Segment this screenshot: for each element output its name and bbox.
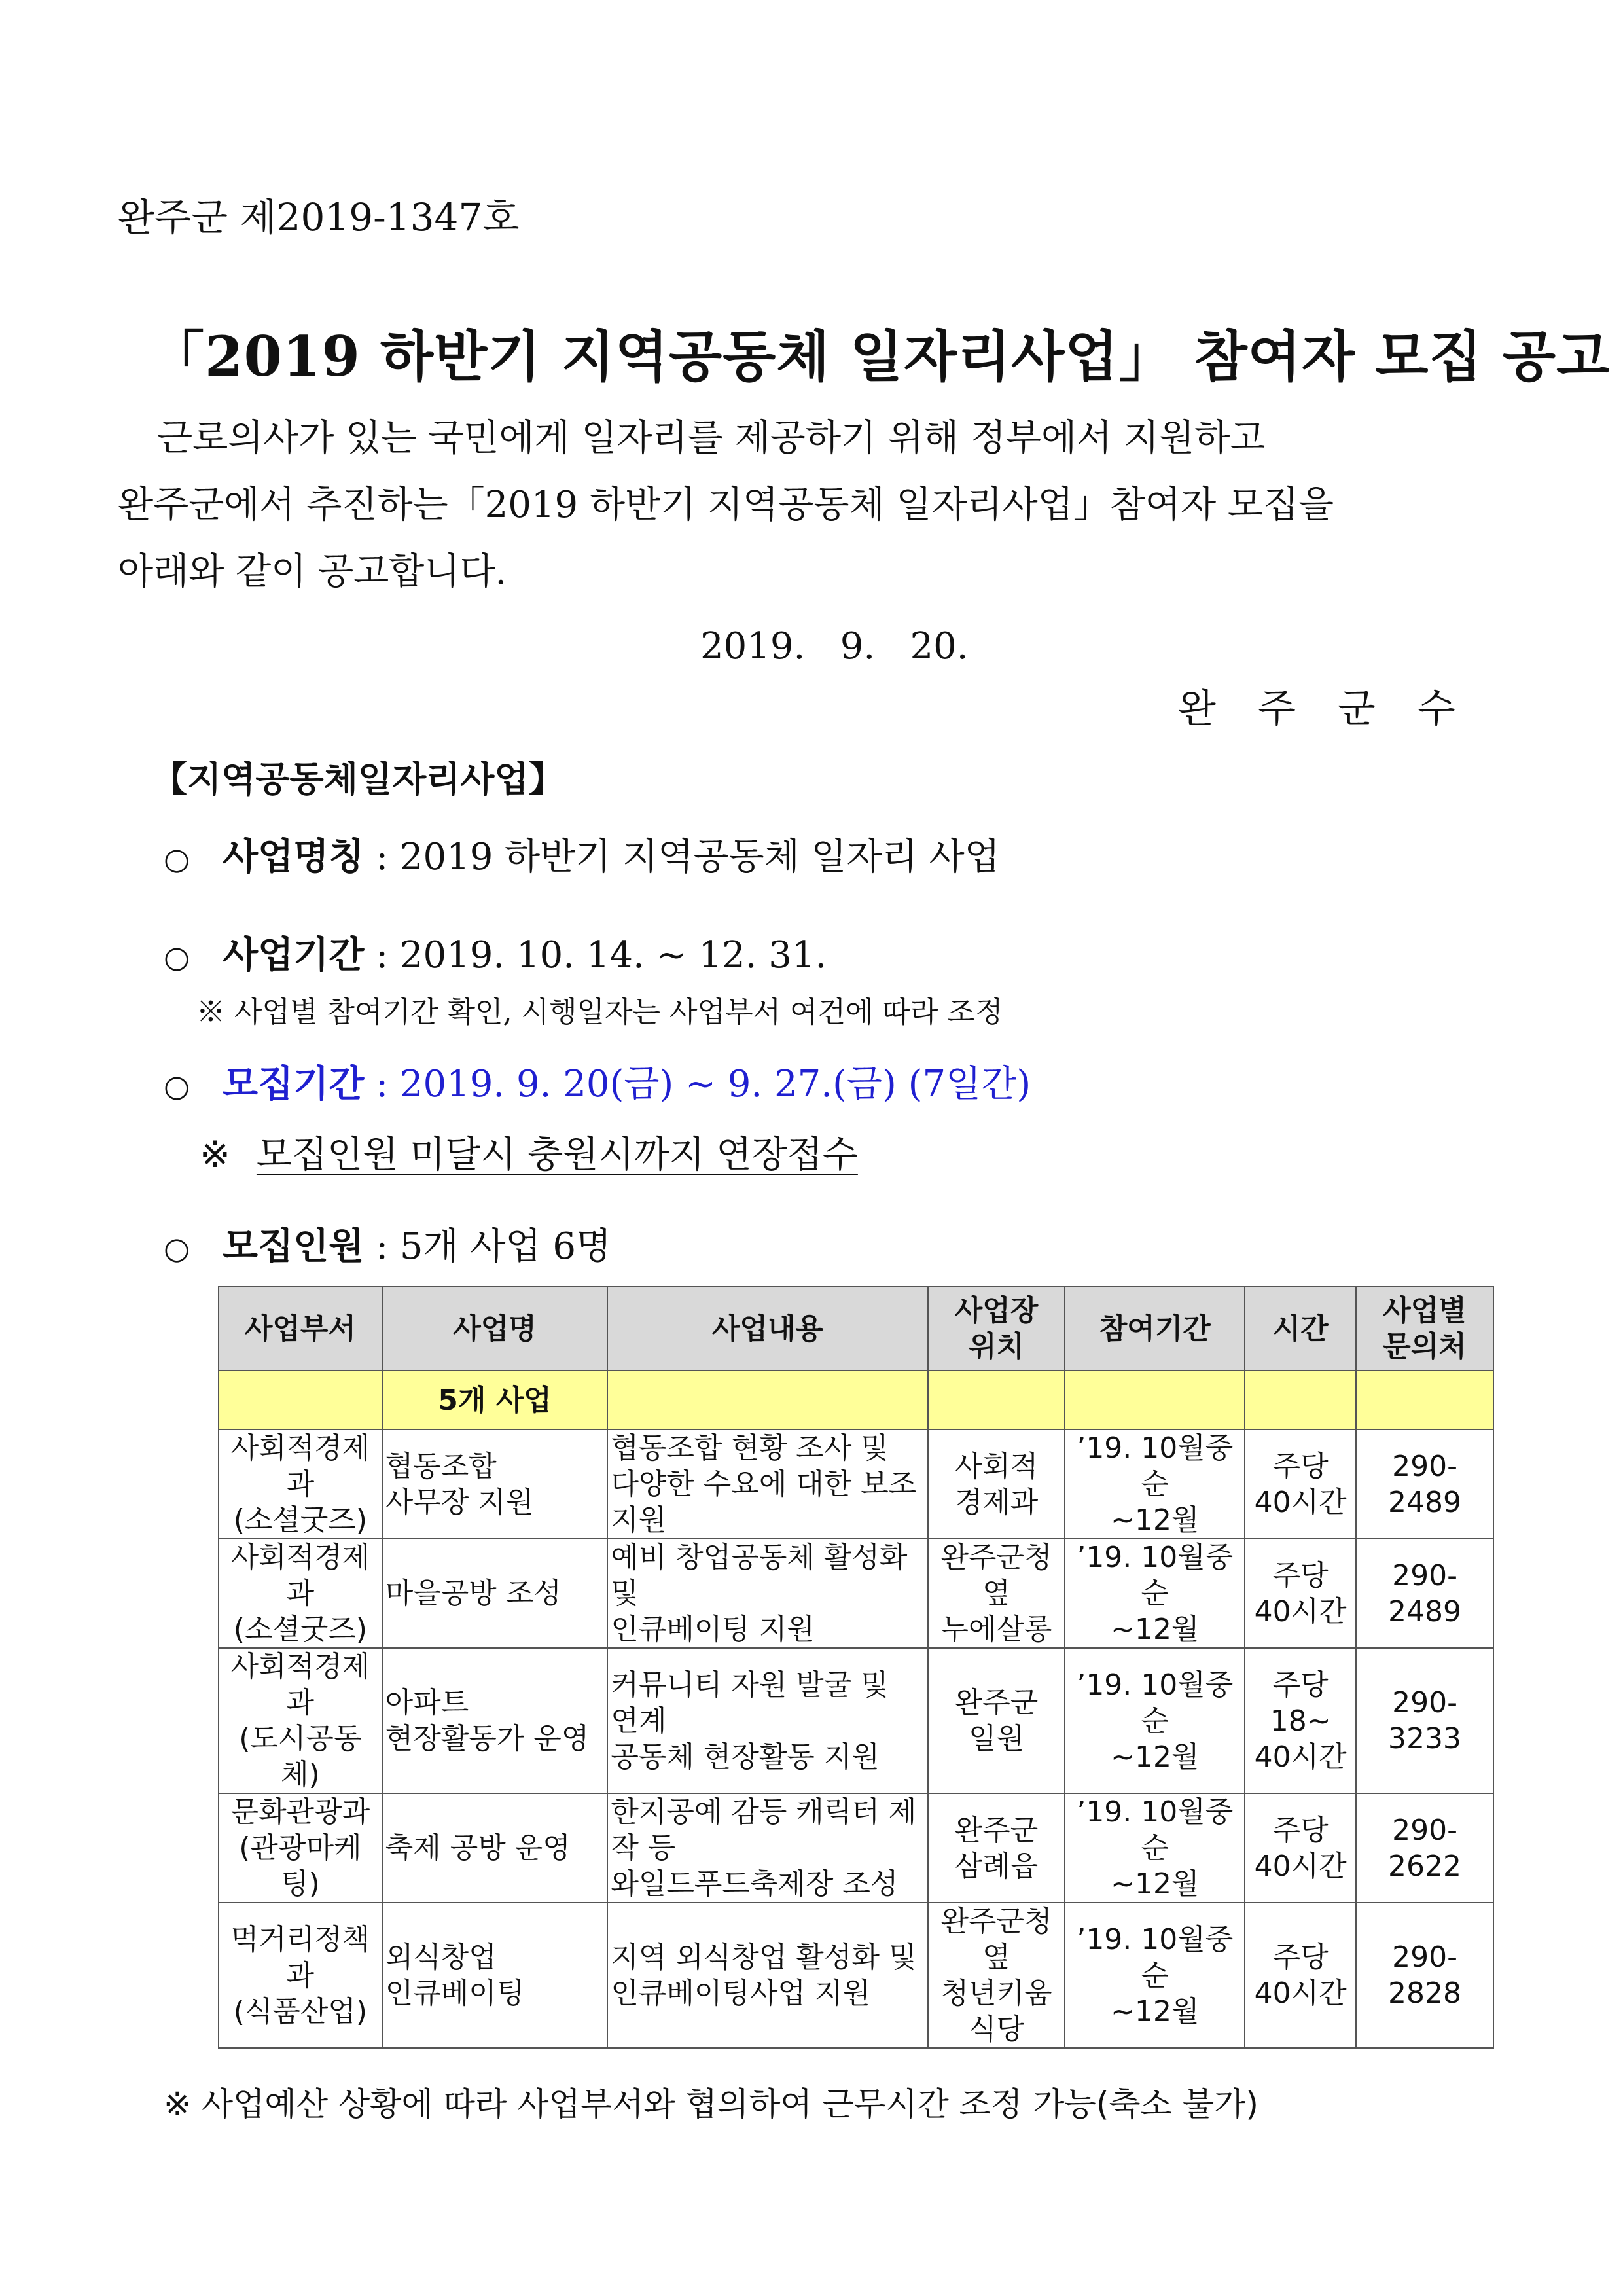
cell-location: 사회적 경제과 (928, 1429, 1065, 1539)
item-project-name (164, 828, 1000, 880)
cell-content: 예비 창업공동체 활성화 및 인큐베이팅 지원 (607, 1539, 927, 1648)
cell-hours: 주당 40시간 (1245, 1793, 1356, 1903)
table-row (219, 1429, 1493, 1539)
item-value: : 2019. 9. 20(금) ~ 9. 27.(금) (7일간) (364, 1063, 1031, 1105)
cell-period: ’19. 10월중순 ~12월 (1065, 1539, 1245, 1648)
intro-line-1: 근로의사가 있는 국민에게 일자리를 제공하기 위해 정부에서 지원하고 (157, 417, 1266, 459)
cell-location: 완주군청 옆 청년키움식당 (928, 1903, 1065, 2048)
item-label: 모집기간 (223, 1063, 365, 1105)
document-number: 완주군 제2019-1347호 (118, 195, 520, 240)
cell-project: 외식창업 인큐베이팅 (382, 1903, 608, 2048)
bullet-icon: ○ (164, 939, 190, 975)
table-row (219, 1648, 1493, 1793)
cell-location: 완주군 삼례읍 (928, 1793, 1065, 1903)
intro-line-3: 아래와 같이 공고합니다. (118, 550, 507, 593)
cell-project: 마을공방 조성 (382, 1539, 608, 1648)
table-header-row (219, 1287, 1493, 1371)
item-headcount (164, 1217, 611, 1270)
cell-dept: 문화관광과 (관광마케팅) (219, 1793, 382, 1903)
cell-location: 완주군청 옆 누에살롱 (928, 1539, 1065, 1648)
header-location: 사업장 위치 (928, 1287, 1065, 1371)
table-row (219, 1539, 1493, 1648)
header-hours: 시간 (1245, 1287, 1356, 1371)
cell-dept: 사회적경제과 (소셜굿즈) (219, 1539, 382, 1648)
cell-period: ’19. 10월중순 ~12월 (1065, 1648, 1245, 1793)
header-contact: 사업별 문의처 (1356, 1287, 1493, 1371)
recruit-note (200, 1126, 858, 1178)
table-row (219, 1903, 1493, 2048)
cell-hours: 주당 40시간 (1245, 1903, 1356, 2048)
header-dept: 사업부서 (219, 1287, 382, 1371)
intro-line-2: 완주군에서 추진하는「2019 하반기 지역공동체 일자리사업」참여자 모집을 (118, 484, 1334, 526)
bullet-icon: ○ (164, 1230, 190, 1266)
period-note: ※ 사업별 참여기간 확인, 시행일자는 사업부서 여건에 따라 조정 (196, 996, 1003, 1029)
cell-contact: 290-2489 (1356, 1539, 1493, 1648)
cell-content: 커뮤니티 자원 발굴 및 연계 공동체 현장활동 지원 (607, 1648, 927, 1793)
cell-project: 축제 공방 운영 (382, 1793, 608, 1903)
cell-dept: 먹거리정책과 (식품산업) (219, 1903, 382, 2048)
item-value: : 2019. 10. 14. ~ 12. 31. (364, 934, 827, 977)
bullet-icon: ○ (164, 1068, 190, 1103)
footnote: ※ 사업예산 상황에 따라 사업부서와 협의하여 근무시간 조정 가능(축소 불가) (164, 2085, 1258, 2123)
signer: 완주군수 (1178, 686, 1497, 732)
summary-count: 5개 사업 (382, 1371, 608, 1429)
cell-content: 협동조합 현황 조사 및 다양한 수요에 대한 보조지원 (607, 1429, 927, 1539)
cell-contact: 290-2828 (1356, 1903, 1493, 2048)
item-value: : 5개 사업 6명 (364, 1225, 612, 1268)
header-project: 사업명 (382, 1287, 608, 1371)
cell-period: ’19. 10월중순 ~12월 (1065, 1429, 1245, 1539)
note-mark: ※ (200, 1134, 230, 1176)
jobs-table (218, 1286, 1494, 2049)
cell-hours: 주당 40시간 (1245, 1539, 1356, 1648)
cell-contact: 290-2622 (1356, 1793, 1493, 1903)
cell-period: ’19. 10월중순 ~12월 (1065, 1903, 1245, 2048)
note-text: 모집인원 미달시 충원시까지 연장접수 (256, 1134, 858, 1176)
cell-project: 협동조합 사무장 지원 (382, 1429, 608, 1539)
item-project-period (164, 926, 827, 978)
cell-hours: 주당 18~ 40시간 (1245, 1648, 1356, 1793)
cell-contact: 290-2489 (1356, 1429, 1493, 1539)
summary-row (219, 1371, 1493, 1429)
cell-dept: 사회적경제과 (도시공동체) (219, 1648, 382, 1793)
section-heading: 【지역공동체일자리사업】 (152, 759, 564, 800)
announcement-date: 2019. 9. 20. (700, 625, 969, 668)
cell-content: 지역 외식창업 활성화 및 인큐베이팅사업 지원 (607, 1903, 927, 2048)
cell-content: 한지공예 감등 캐릭터 제작 등 와일드푸드축제장 조성 (607, 1793, 927, 1903)
cell-location: 완주군 일원 (928, 1648, 1065, 1793)
item-label: 사업기간 (223, 934, 365, 977)
item-label: 사업명칭 (223, 836, 365, 878)
table-row (219, 1793, 1493, 1903)
header-content: 사업내용 (607, 1287, 927, 1371)
bullet-icon: ○ (164, 841, 190, 876)
cell-hours: 주당 40시간 (1245, 1429, 1356, 1539)
cell-contact: 290-3233 (1356, 1648, 1493, 1793)
item-label: 모집인원 (223, 1225, 365, 1268)
page-title: 「2019 하반기 지역공동체 일자리사업」 참여자 모집 공고 (149, 324, 1611, 389)
header-period: 참여기간 (1065, 1287, 1245, 1371)
cell-dept: 사회적경제과 (소셜굿즈) (219, 1429, 382, 1539)
cell-period: ’19. 10월중순 ~12월 (1065, 1793, 1245, 1903)
item-value: : 2019 하반기 지역공동체 일자리 사업 (364, 836, 1000, 878)
cell-project: 아파트 현장활동가 운영 (382, 1648, 608, 1793)
item-recruit-period (164, 1055, 1031, 1107)
